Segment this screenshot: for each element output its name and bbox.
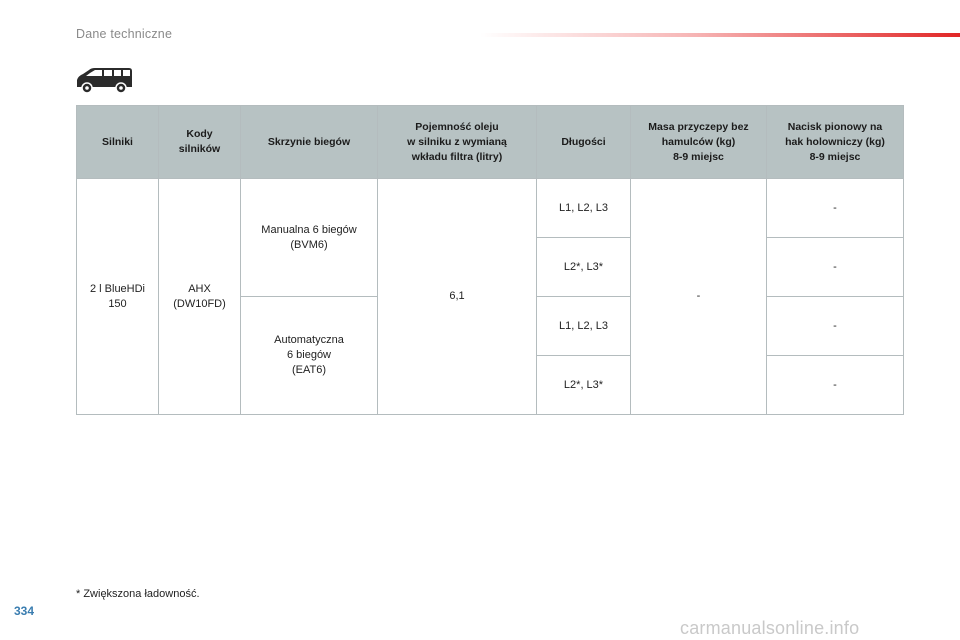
section-title: Dane techniczne <box>76 27 173 41</box>
watermark: carmanualsonline.info <box>680 618 860 638</box>
cell-length: L1, L2, L3 <box>537 297 631 356</box>
cell-towbar-load: - <box>767 356 904 415</box>
header-gearboxes: Skrzynie biegów <box>241 106 378 179</box>
header-trailer-mass: Masa przyczepy bez hamulców (kg) 8-9 miejsc <box>631 106 767 179</box>
cell-length: L1, L2, L3 <box>537 179 631 238</box>
cell-towbar-load: - <box>767 238 904 297</box>
header-accent-bar <box>480 33 960 37</box>
cell-length: L2*, L3* <box>537 356 631 415</box>
footnote: * Zwiększona ładowność. <box>76 588 200 600</box>
cell-towbar-load: - <box>767 179 904 238</box>
cell-oil-capacity: 6,1 <box>378 179 537 415</box>
header-engines: Silniki <box>77 106 159 179</box>
header-oil-capacity: Pojemność oleju w silniku z wymianą wkładu filtra (litry) <box>378 106 537 179</box>
technical-data-table <box>76 105 904 415</box>
cell-gearbox-manual: Manualna 6 biegów (BVM6) <box>241 179 378 297</box>
header-engine-codes: Kody silników <box>159 106 241 179</box>
cell-trailer-mass: - <box>631 179 767 415</box>
table-header-row <box>77 106 904 179</box>
table-row <box>77 179 904 238</box>
header-lengths: Długości <box>537 106 631 179</box>
cell-engine: 2 l BlueHDi 150 <box>77 179 159 415</box>
header-towbar-load: Nacisk pionowy na hak holowniczy (kg) 8-9 miejsc <box>767 106 904 179</box>
van-icon <box>74 66 134 94</box>
cell-length: L2*, L3* <box>537 238 631 297</box>
cell-engine-code: AHX (DW10FD) <box>159 179 241 415</box>
cell-gearbox-automatic: Automatyczna 6 biegów (EAT6) <box>241 297 378 415</box>
cell-towbar-load: - <box>767 297 904 356</box>
page-number: 334 <box>14 604 35 618</box>
